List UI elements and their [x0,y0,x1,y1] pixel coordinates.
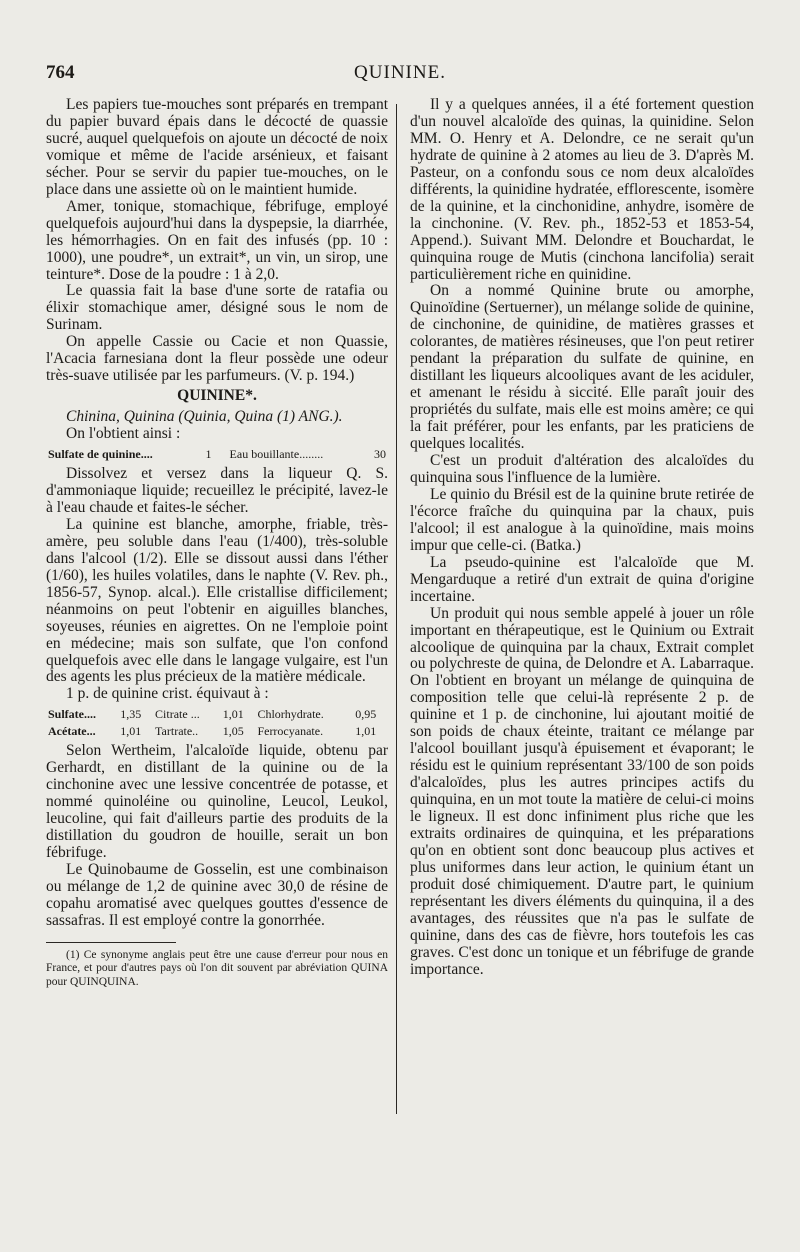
table-cell: Chlorhydrate. [257,707,324,722]
recipe-ingredient: Eau bouillante........ [229,447,324,462]
right-column [410,97,754,979]
table-cell: 0,95 [355,707,377,722]
left-column [46,97,388,989]
column-divider [396,104,397,1114]
footnote: (1) Ce synonyme anglais peut être une cause d'erreur pour nous en France, et pour d'autres pays où l'on dit souvent par abréviation QUINA pour QUINQUINA. [46,948,388,988]
running-title: QUININE. [354,62,446,83]
paragraph-alteration: C'est un produit d'altération des alcaloïdes du quinquina sous l'influence de la lumière. [410,452,754,486]
table-cell: Acétate... [48,724,96,739]
table-cell: 1,01 [355,724,377,739]
page-number: 764 [46,62,75,83]
table-row [46,723,388,740]
paragraph-tue-mouches: Les papiers tue-mouches sont préparés en trempant du papier buvard épais dans le décocté de quassie sucré, auquel quelquefois on ajoute un décocté de noix vomique et même de l'acide arsénieux, et faisant sécher. Pour se servir du papier tue-mouches, on le place dans une assiette où on le maintient humide. [46,96,388,198]
paragraph-preparation: Dissolvez et versez dans la liqueur Q. S. d'ammoniaque liquide; recueillez le précipité, lavez-le à l'eau chaude et faites-le sécher. [46,465,388,516]
recipe-table [46,446,388,463]
table-cell: Tartrate.. [155,724,199,739]
paragraph-quinidine: Il y a quelques années, il a été fortement question d'un nouvel alcaloïde des quinas, la quinidine. Selon MM. O. Henry et A. Delondre, ce ne serait qu'un hydrate de quinine à 2 atomes au lieu de 3. D'après M. Pasteur, on a confondu sous ce nom deux alcaloïdes différents, la quinidine hydratée, efflorescente, isomère de la quinine, et la cinchonidine, anhydre, isomère de la cinchonine. (V. Rev. ph., 1852-53 et 1853-54, Append.). Suivant MM. Delondre et Bouchardat, le quinquina rouge de Mutis (cinchona lancifolia) serait particulièrement riche en quinidine. [410,96,754,283]
paragraph-wertheim: Selon Wertheim, l'alcaloïde liquide, obtenu par Gerhardt, en distillant de la quinine ou de la cinchonine avec une lessive concentrée de potasse, et nommé quinoléine ou quinoline, Leucol, Leukol, leucoline, qui fait d'ailleurs partie des produits de la distillation du goudron de houille, serait un bon fébrifuge. [46,742,388,861]
page-header [46,62,754,92]
paragraph-usage: Amer, tonique, stomachique, fébrifuge, employé quelquefois aujourd'hui dans la dyspepsie, la diarrhée, les hémorrhagies. On en fait des infusés (pp. 10 : 1000), une poudre*, un extrait*, un vin, un sirop, une teinture*. Dose de la poudre : 1 à 2,0. [46,197,388,283]
recipe-ingredient: Sulfate de quinine.... [48,447,153,462]
paragraph-quinium: Un produit qui nous semble appelé à jouer un rôle important en thérapeutique, est le Quinium ou Extrait alcoolique de quinquina par la chaux, Extrait complet ou polychreste de quina, de Delondre et A. Labarraque. On l'obtient en broyant un mélange de quinquina de composition telle que celui-là représente 2 p. de quinine et 1 p. de cinchonine, lui ajoutant moitié de son poids de chaux éteinte, traitant ce mélange par l'alcool bouillant jusqu'à épuisement et évaporant; le résidu est le quinium représentant 33/100 de son poids d'alcaloïdes, plus les autres principes actifs du quinquina, en un mot toute la matière de celui-ci moins le ligneux. Il est donc infiniment plus riche que les extraits ordinaires de quinquina, et les préparations qu'on en obtient sont donc beaucoup plus actives et plus uniformes dans leur action, le quinium étant un produit dosé chimiquement. D'autre part, le quinium représentant les divers éléments du quinquina, il a des avantages, des réussites que n'a pas le sulfate de quinine, dans des cas de fièvre, hors toutefois les cas graves. C'est donc un tonique et un fébrifuge de grande importance. [410,604,754,978]
table-cell: 1,05 [222,724,244,739]
table-cell: Ferrocyanate. [257,724,324,739]
recipe-quantity: 1 [205,447,212,462]
paragraph-quinobaume: Le Quinobaume de Gosselin, est une combinaison ou mélange de 1,2 de quinine avec 30,0 de résine de copahu aromatisé avec quelques gouttes d'essence de sassafras. Il est employé contre la gonorrhée. [46,860,388,929]
paragraph-quinio: Le quinio du Brésil est de la quinine brute retirée de l'écorce fraîche du quinquina par la chaux, puis l'alcool; il est analogue à la quinoïdine, mais moins impur que celle-ci. (Batka.) [410,485,754,554]
paragraph-quinine-brute: On a nommé Quinine brute ou amorphe, Quinoïdine (Sertuerner), un mélange solide de quinine, de cinchonine, de quinidine, de matières grasses et colorantes, de matières résineuses, que l'on peut retirer pendant la préparation du sulfate de quinine, en distillant les liqueurs alcooliques avant de les aciduler, et amenant le résidu à siccité. Elle paraît jouir des propriétés du sulfate, mais elle est moins amère; ce qui la fait préférer, pour les enfants, par les praticiens de quelques localités. [410,282,754,453]
synonyms-line: Chinina, Quinina (Quinia, Quina (1) ANG.). [66,408,343,426]
paragraph-properties: La quinine est blanche, amorphe, friable, très-amère, peu soluble dans l'eau (1/400), très-soluble dans l'alcool (1/2). Elle se dissout aussi dans l'éther (1/60), les huiles volatiles, dans le naphte (V. Rev. ph., 1856-57, Synop. alcal.). Elle cristallise difficilement; néanmoins on peut l'obtenir en aiguilles blanches, soyeuses, réunies en aigrettes. On ne l'emploie point en médecine; mais son sulfate, que l'on confond quelquefois avec elle dans le langage vulgaire, est l'un des agents les plus précieux de la matière médicale. [46,515,388,686]
table-cell: 1,01 [120,724,142,739]
paragraph-cassie: On appelle Cassie ou Cacie et non Quassie, l'Acacia farnesiana dont la fleur possède une odeur très-suave utilisée par les parfumeurs. (V. p. 194.) [46,333,388,385]
table-cell: 1,35 [120,707,142,722]
recipe-quantity: 30 [374,447,386,462]
table-cell: 1,01 [222,707,244,722]
section-heading-quinine: QUININE*. [177,387,257,405]
table-cell: Citrate ... [155,707,200,722]
footnote-rule [46,942,176,943]
paragraph-pseudo-quinine: La pseudo-quinine est l'alcaloïde que M. Mengarduque a retiré d'un extrait de quina d'origine incertaine. [410,553,754,605]
table-row [46,706,388,723]
obtain-line: On l'obtient ainsi : [66,425,181,443]
equivalence-line: 1 p. de quinine crist. équivaut à : [66,685,269,703]
table-cell: Sulfate.... [48,707,96,722]
salt-equivalence-table [46,706,388,740]
paragraph-ratafia: Le quassia fait la base d'une sorte de ratafia ou élixir stomachique amer, désigné sous le nom de Surinam. [46,282,388,334]
